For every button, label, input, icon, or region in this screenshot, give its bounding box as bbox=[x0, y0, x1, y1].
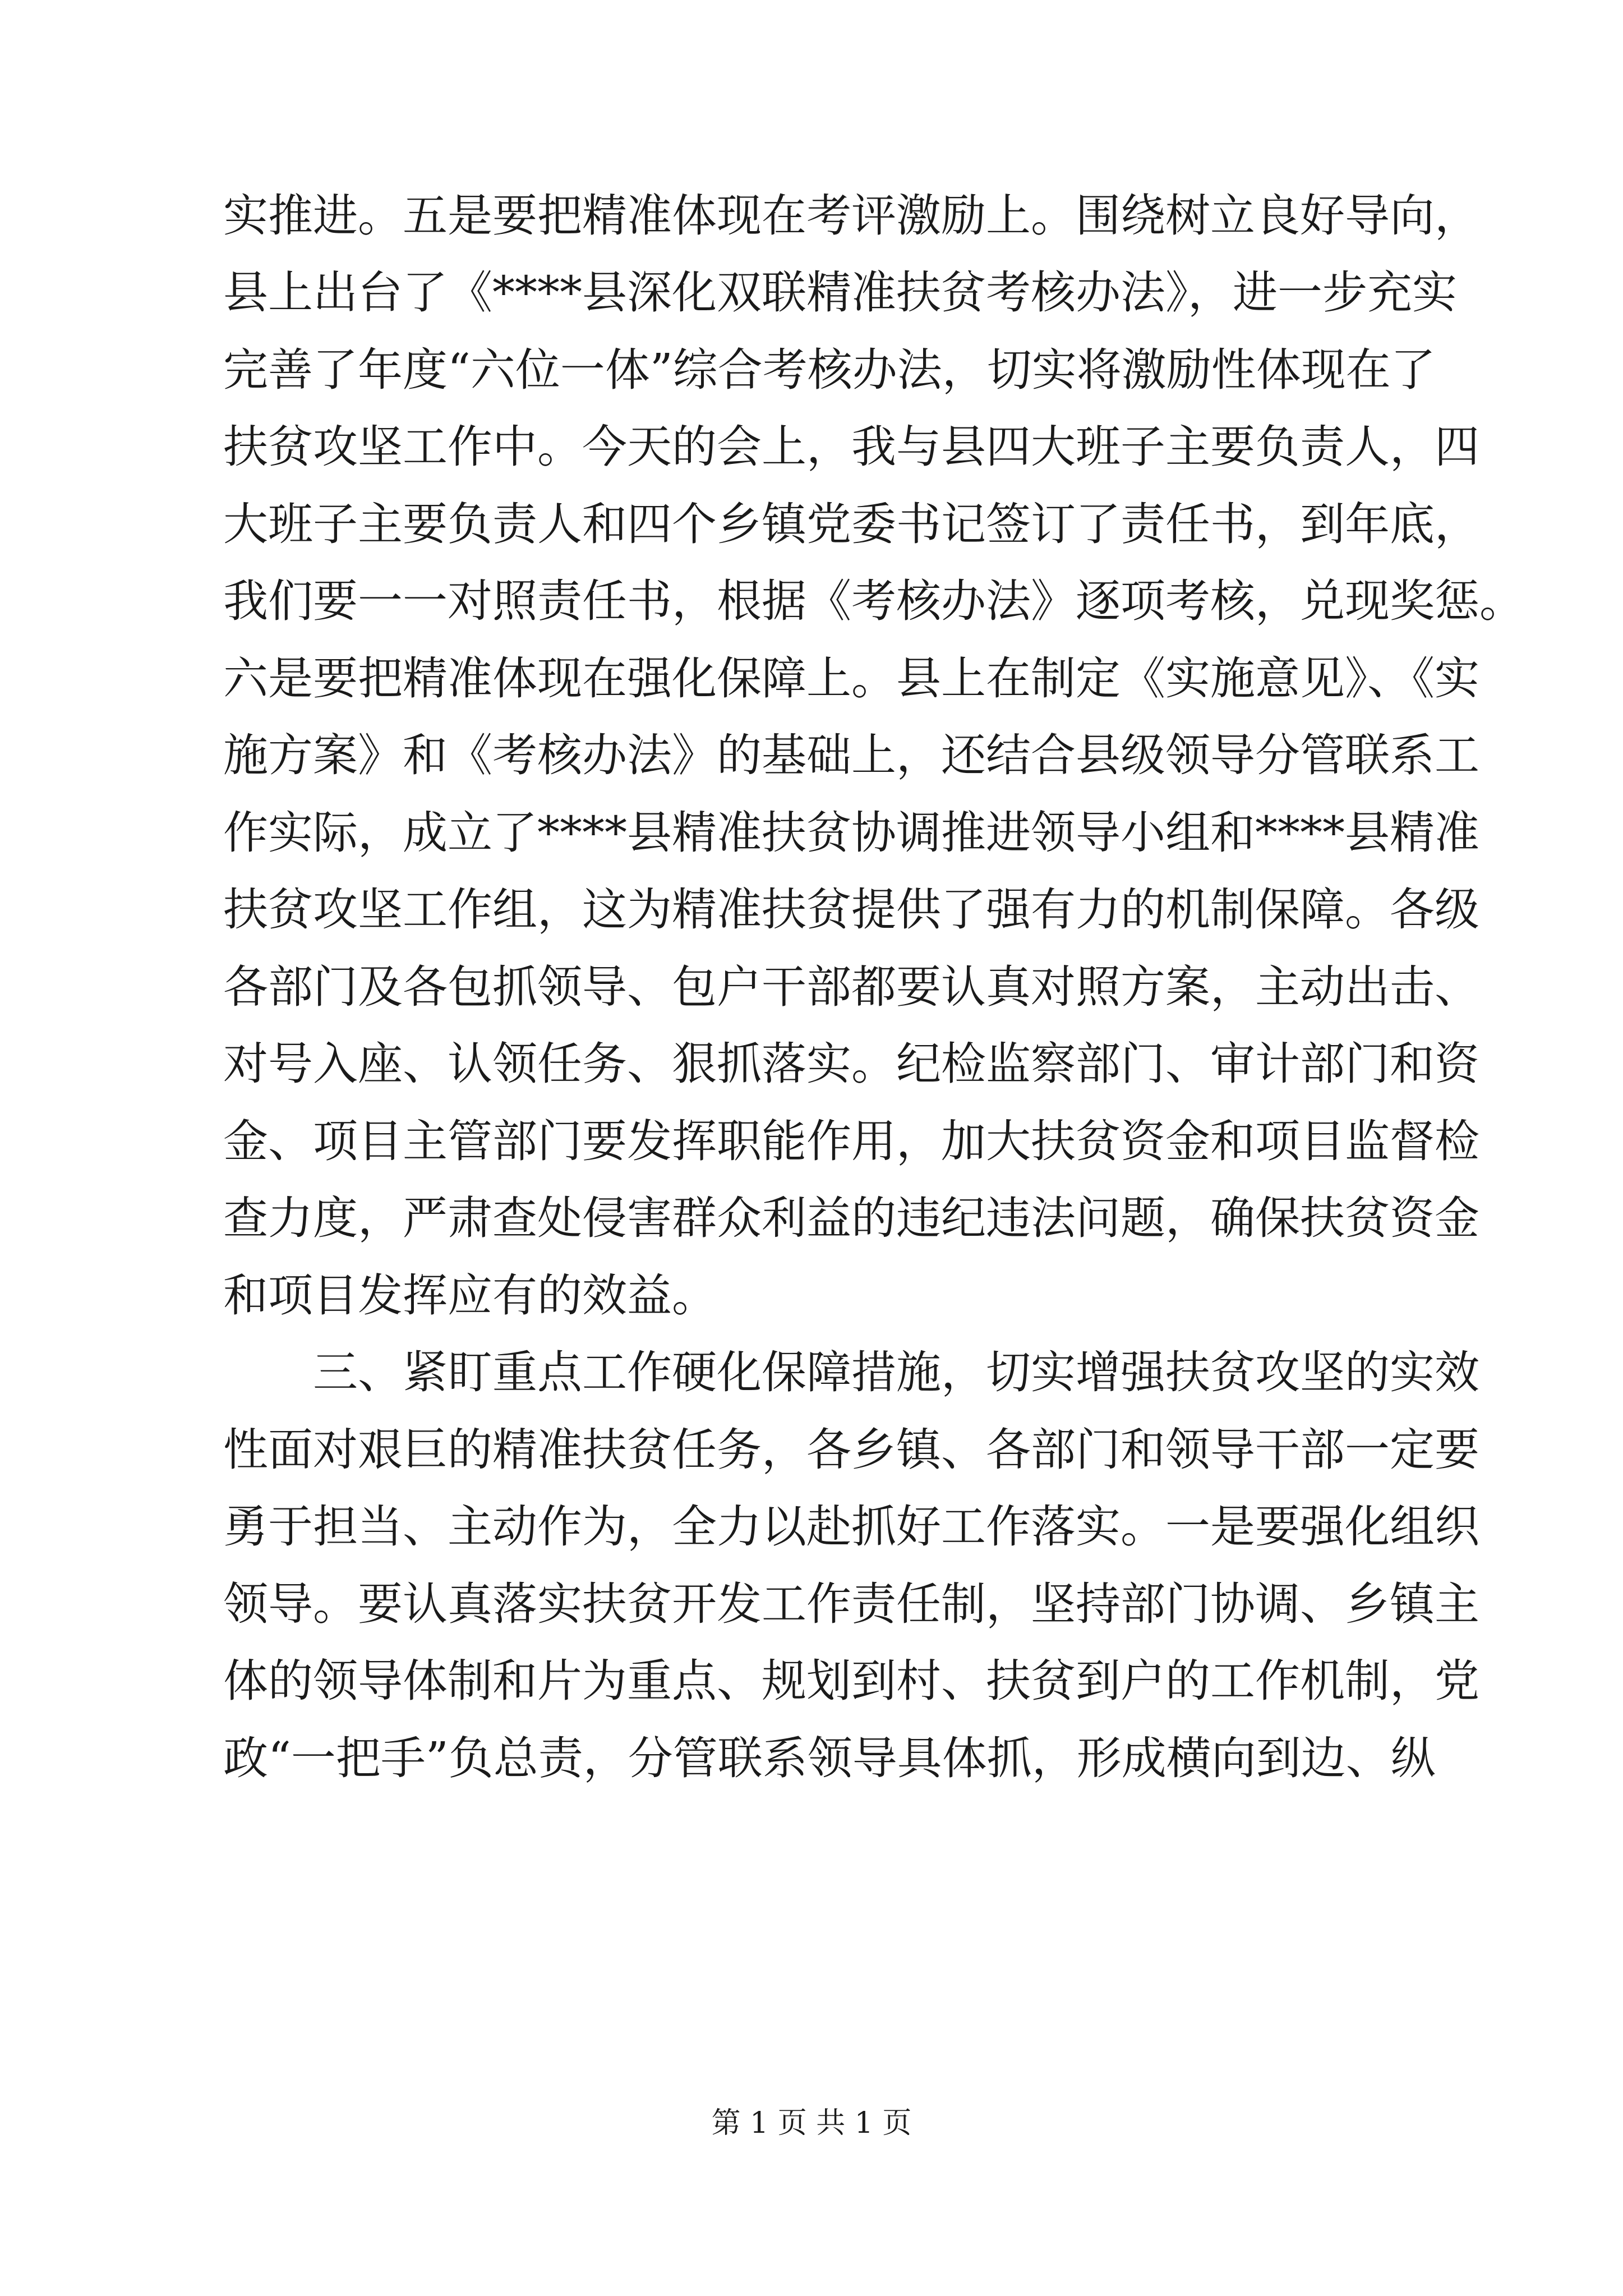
text-line: 扶贫攻坚工作组，这为精准扶贫提供了强有力的机制保障。各级 bbox=[223, 884, 1479, 936]
text-line: 六是要把精准体现在强化保障上。县上在制定《实施意见》、《实 bbox=[223, 652, 1479, 705]
text-line: 大班子主要负责人和四个乡镇党委书记签订了责任书，到年底， bbox=[223, 498, 1479, 550]
text-line: 金、项目主管部门要发挥职能作用，加大扶贫资金和项目监督检 bbox=[223, 1115, 1479, 1167]
text-line: 县上出台了《****县深化双联精准扶贫考核办法》，进一步充实 bbox=[223, 266, 1457, 319]
text-line: 实推进。五是要把精准体现在考评激励上。围绕树立良好导向， bbox=[223, 190, 1479, 242]
text-line: 对号入座、认领任务、狠抓落实。纪检监察部门、审计部门和资 bbox=[223, 1038, 1479, 1090]
section-heading-line: 三、紧盯重点工作硬化保障措施，切实增强扶贫攻坚的实效 bbox=[313, 1346, 1479, 1398]
text-line: 施方案》和《考核办法》的基础上，还结合县级领导分管联系工 bbox=[223, 729, 1479, 781]
text-line: 作实际，成立了****县精准扶贫协调推进领导小组和****县精准 bbox=[223, 807, 1479, 859]
text-line: 和项目发挥应有的效益。 bbox=[223, 1269, 717, 1322]
text-line: 我们要一一对照责任书，根据《考核办法》逐项考核，兑现奖惩。 bbox=[223, 575, 1524, 627]
text-line: 领导。要认真落实扶贫开发工作责任制，坚持部门协调、乡镇主 bbox=[223, 1578, 1479, 1630]
text-line: 性面对艰巨的精准扶贫任务，各乡镇、各部门和领导干部一定要 bbox=[223, 1424, 1479, 1476]
text-line: 政“一把手”负总责，分管联系领导具体抓，形成横向到边、纵 bbox=[223, 1732, 1436, 1784]
text-line: 完善了年度“六位一体”综合考核办法，切实将激励性体现在了 bbox=[223, 344, 1436, 396]
text-line: 查力度，严肃查处侵害群众利益的违纪违法问题，确保扶贫资金 bbox=[223, 1192, 1479, 1244]
page-number-footer: 第 1 页 共 1 页 bbox=[711, 2106, 912, 2140]
text-line: 勇于担当、主动作为，全力以赴抓好工作落实。一是要强化组织 bbox=[223, 1501, 1479, 1553]
text-line: 体的领导体制和片为重点、规划到村、扶贫到户的工作机制，党 bbox=[223, 1655, 1479, 1707]
text-line: 扶贫攻坚工作中。今天的会上，我与县四大班子主要负责人，四 bbox=[223, 421, 1479, 473]
text-line: 各部门及各包抓领导、包户干部都要认真对照方案，主动出击、 bbox=[223, 961, 1479, 1013]
